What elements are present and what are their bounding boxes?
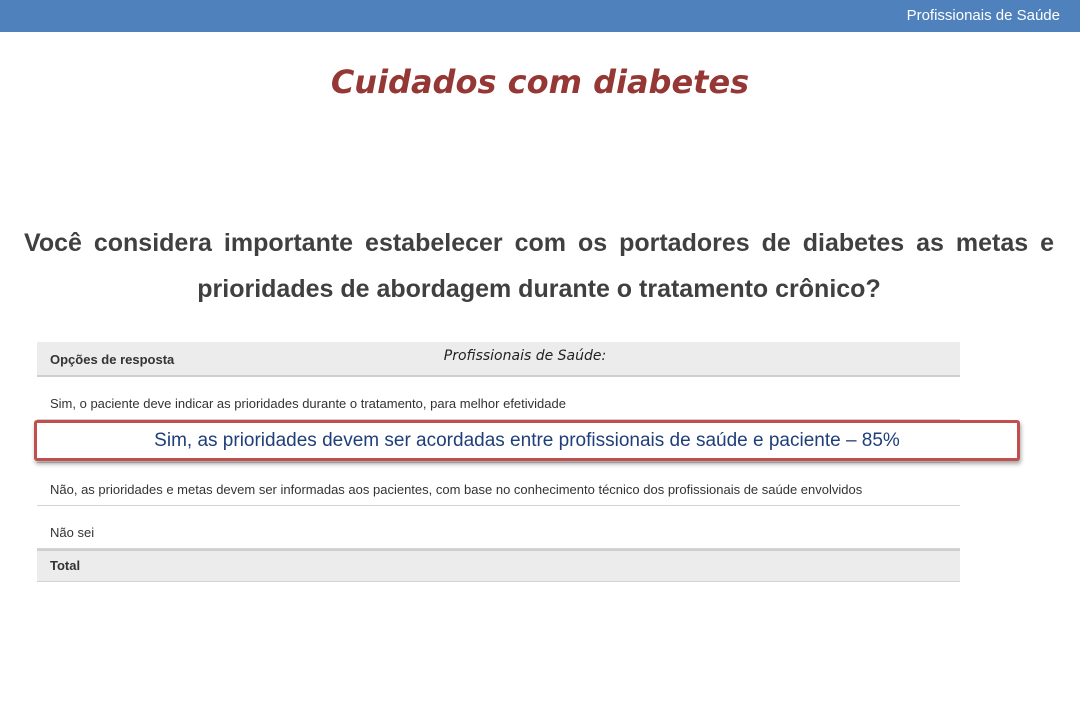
- table-row: [37, 377, 960, 420]
- header-bar: [0, 0, 1080, 32]
- table-row-label: Não sei: [50, 525, 95, 540]
- response-table: [37, 342, 960, 582]
- slide-title: Cuidados com diabetes: [330, 63, 750, 101]
- table-header-cell: Opções de resposta: [50, 352, 175, 367]
- header-label: Profissionais de Saúde: [906, 7, 1060, 24]
- table-total-label: Total: [50, 558, 81, 573]
- table-row: [37, 506, 960, 549]
- survey-question: Você considera importante estabelecer com os portadores de diabetes as metas e prioridades de abordagem durante o tratamento crônico?: [24, 229, 1054, 303]
- highlighted-answer: Sim, as prioridades devem ser acordadas entre profissionais de saúde e paciente – 85%: [34, 420, 1020, 461]
- table-caption: Profissionais de Saúde:: [443, 348, 607, 364]
- table-total-row: [37, 549, 960, 582]
- table-row: [37, 463, 960, 506]
- table-row-label: Não, as prioridades e metas devem ser informadas aos pacientes, com base no conhecimento técnico dos profissionais de saúde envolvidos: [50, 482, 863, 497]
- table-row-label: Sim, o paciente deve indicar as prioridades durante o tratamento, para melhor efetividade: [50, 396, 566, 411]
